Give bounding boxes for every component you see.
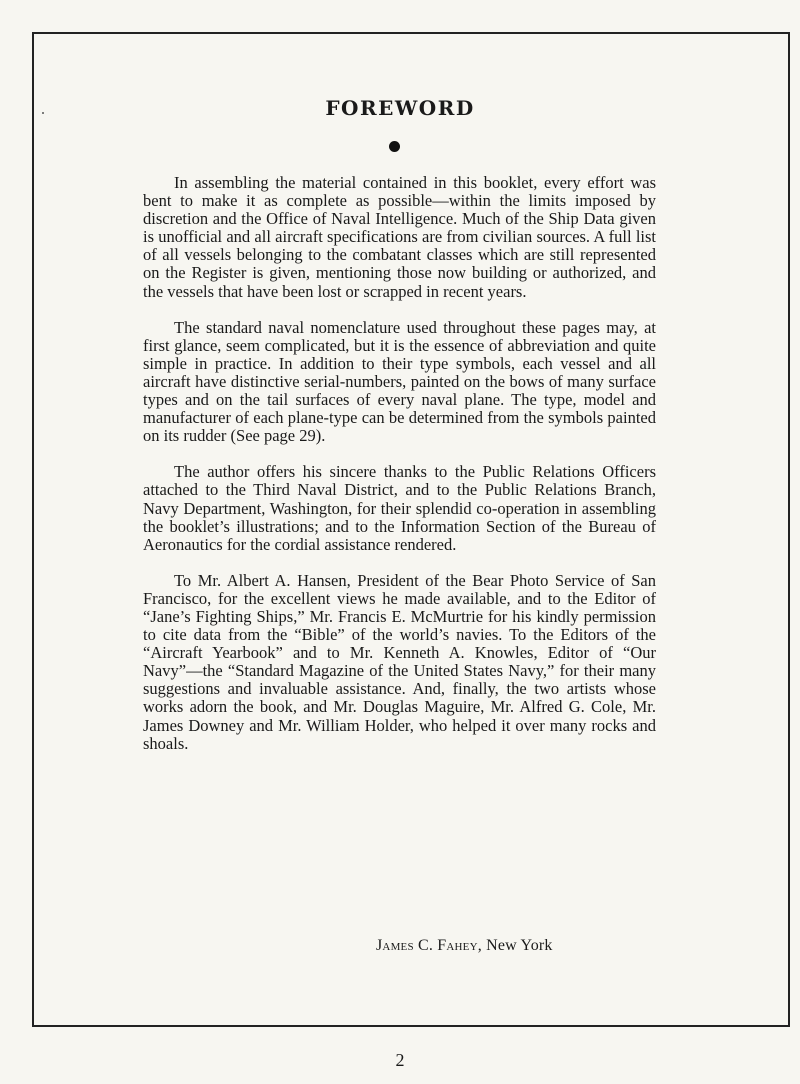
author-signature (376, 937, 553, 955)
paragraph-4: To Mr. Albert A. Hansen, President of the Bear Photo Service of San Francisco, for the excellent views he made available, and to the Editor of “Jane’s Fighting Ships,” Mr. Francis E. McMurtrie for his kindly permission to cite data from the “Bible” of the world’s navies. To the Editors of the “Aircraft Yearbook” and to Mr. Kenneth A. Knowles, Editor of “Our Navy”—the “Standard Magazine of the United States Navy,” for their many suggestions and invaluable assistance. And, finally, the two artists whose works adorn the book, and Mr. Douglas Maguire, Mr. Alfred G. Cole, Mr. James Downey and Mr. William Holder, who helped it over many rocks and shoals. (143, 570, 656, 753)
author-name: James C. Fahey (376, 937, 478, 954)
paragraph-2: The standard naval nomenclature used throughout these pages may, at first glance, seem complicated, but it is the essence of abbreviation and quite simple in practice. In addition to their type symbols, each vessel and all aircraft have distinctive serial-numbers, painted on the bows of many surface types and on the tail surfaces of every naval plane. The type, model and manufacturer of each plane-type can be determined from the symbols painted on its rudder (See page 29). (143, 317, 656, 446)
page-title: FOREWORD (325, 96, 475, 120)
author-location: , New York (477, 937, 553, 954)
page-number: 2 (395, 1050, 405, 1070)
paragraph-1: In assembling the material contained in this booklet, every effort was bent to make it as complete as possible—within the limits imposed by discretion and the Office of Naval Intelligence. Much of the Ship Data given is unofficial and all aircraft specifications are from civilian sources. A full list of all vessels belonging to the combatant classes which are still represented on the Register is given, mentioning those now building or authorized, and the vessels that have been lost or scrapped in recent years. (143, 173, 656, 301)
foreword-body (143, 174, 656, 753)
paragraph-3: The author offers his sincere thanks to the Public Relations Officers attached to the Third Naval District, and to the Public Relations Branch, Navy Department, Washington, for their splendid co-operation in assembling the booklet’s illustrations; and to the Information Section of the Bureau of Aeronautics for the cordial assistance rendered. (143, 462, 656, 554)
bullet-ornament-icon (389, 141, 400, 152)
